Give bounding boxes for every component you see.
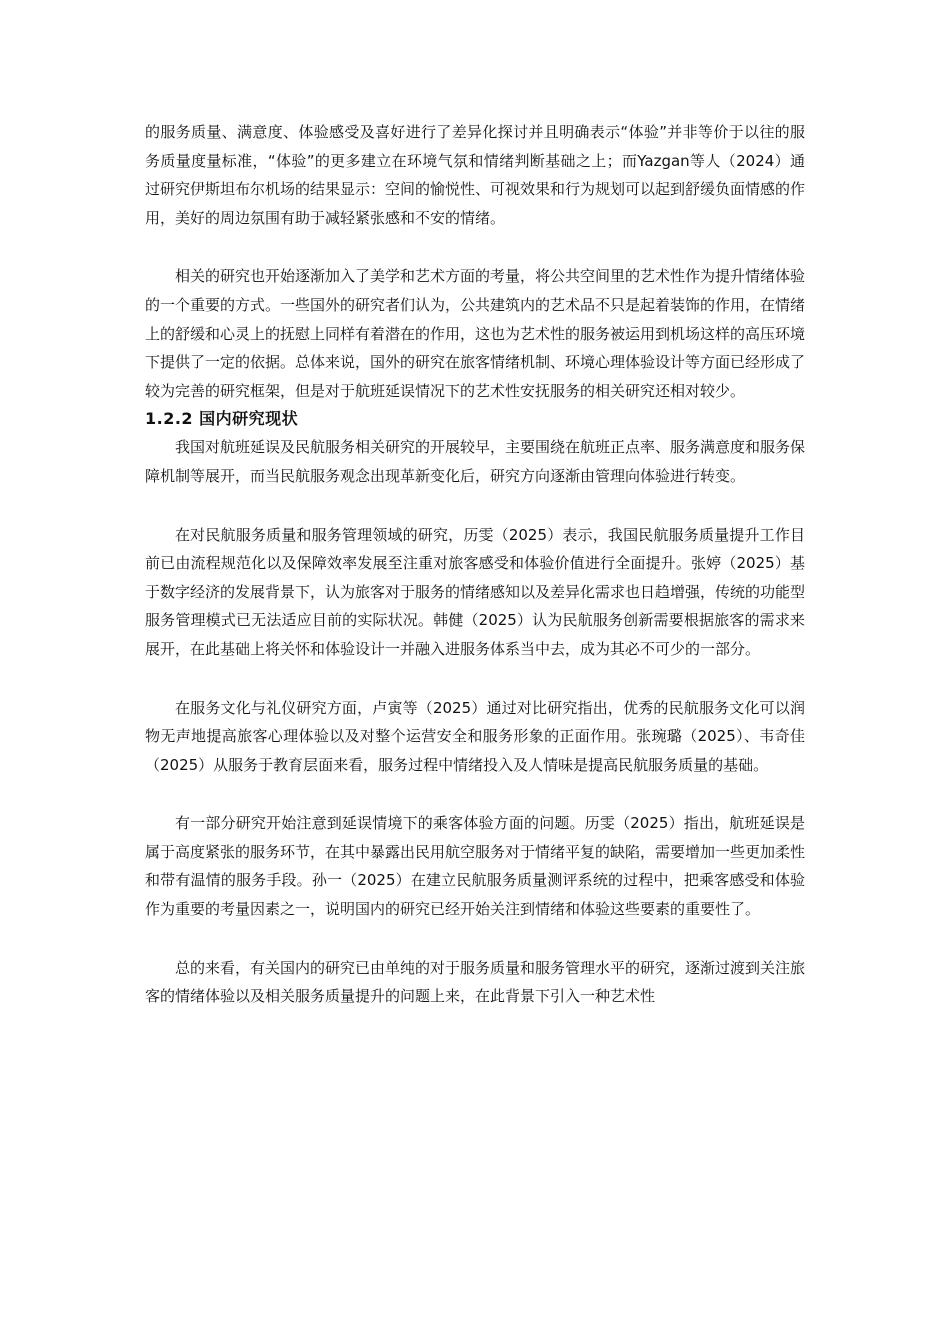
- paragraph-gap: [145, 491, 805, 521]
- paragraph-service-culture: 在服务文化与礼仪研究方面，卢寅等（2025）通过对比研究指出，优秀的民航服务文化可以润物无声地提高旅客心理体验以及对整个运营安全和服务形象的正面作用。张琬璐（2025）、韦奇佳（2025）从服务于教育层面来看，服务过程中情绪投入及人情味是提高民航服务质量的基础。: [145, 698, 805, 774]
- paragraph-service-quality: 在对民航服务质量和服务管理领域的研究，历雯（2025）表示，我国民航服务质量提升工作目前已由流程规范化以及保障效率发展至注重对旅客感受和体验价值进行全面提升。张婷（2025）基于数字经济的发展背景下，认为旅客对于服务的情绪感知以及差异化需求也日趋增强，传统的功能型服务管理模式已无法适应目前的实际状况。韩健（2025）认为民航服务创新需要根据旅客的需求来展开，在此基础上将关怀和体验设计一并融入进服务体系当中去，成为其必不可少的一部分。: [145, 525, 806, 658]
- section-heading-domestic-research: 1.2.2 国内研究现状: [145, 409, 299, 429]
- document-page: [145, 118, 805, 1011]
- paragraph-gap: [145, 232, 805, 262]
- paragraph-foreign-experience: 的服务质量、满意度、体验感受及喜好进行了差异化探讨并且明确表示“体验”并非等价于以往的服务质量度量标准，“体验”的更多建立在环境气氛和情绪判断基础之上；而Yazgan等人（2024）通过研究伊斯坦布尔机场的结果显示：空间的愉悦性、可视效果和行为规划可以起到舒缓负面情感的作用，美好的周边氛围有助于减轻紧张感和不安的情绪。: [145, 123, 806, 227]
- paragraph-foreign-art: 相关的研究也开始逐渐加入了美学和艺术方面的考量，将公共空间里的艺术性作为提升情绪体验的一个重要的方式。一些国外的研究者们认为，公共建筑内的艺术品不只是起着装饰的作用，在情绪上的舒缓和心灵上的抚慰上同样有着潜在的作用，这也为艺术性的服务被运用到机场这样的高压环境下提供了一定的依据。总体来说，国外的研究在旅客情绪机制、环境心理体验设计等方面已经形成了较为完善的研究框架，但是对于航班延误情况下的艺术性安抚服务的相关研究还相对较少。: [145, 267, 806, 400]
- paragraph-domestic-intro: 我国对航班延误及民航服务相关研究的开展较早，主要围绕在航班正点率、服务满意度和服务保障机制等展开，而当民航服务观念出现革新变化后，研究方向逐渐由管理向体验进行转变。: [145, 438, 806, 485]
- paragraph-summary: 总的来看，有关国内的研究已由单纯的对于服务质量和服务管理水平的研究，逐渐过渡到关注旅客的情绪体验以及相关服务质量提升的问题上来，在此背景下引入一种艺术性: [145, 958, 806, 1006]
- paragraph-gap: [145, 664, 805, 694]
- paragraph-gap: [145, 924, 805, 954]
- paragraph-delay-experience: 有一部分研究开始注意到延误情境下的乘客体验方面的问题。历雯（2025）指出，航班延误是属于高度紧张的服务环节，在其中暴露出民用航空服务对于情绪平复的缺陷，需要增加一些更加柔性和带有温情的服务手段。孙一（2025）在建立民航服务质量测评系统的过程中，把乘客感受和体验作为重要的考量因素之一，说明国内的研究已经开始关注到情绪和体验这些要素的重要性了。: [145, 814, 806, 919]
- paragraph-gap: [145, 779, 805, 809]
